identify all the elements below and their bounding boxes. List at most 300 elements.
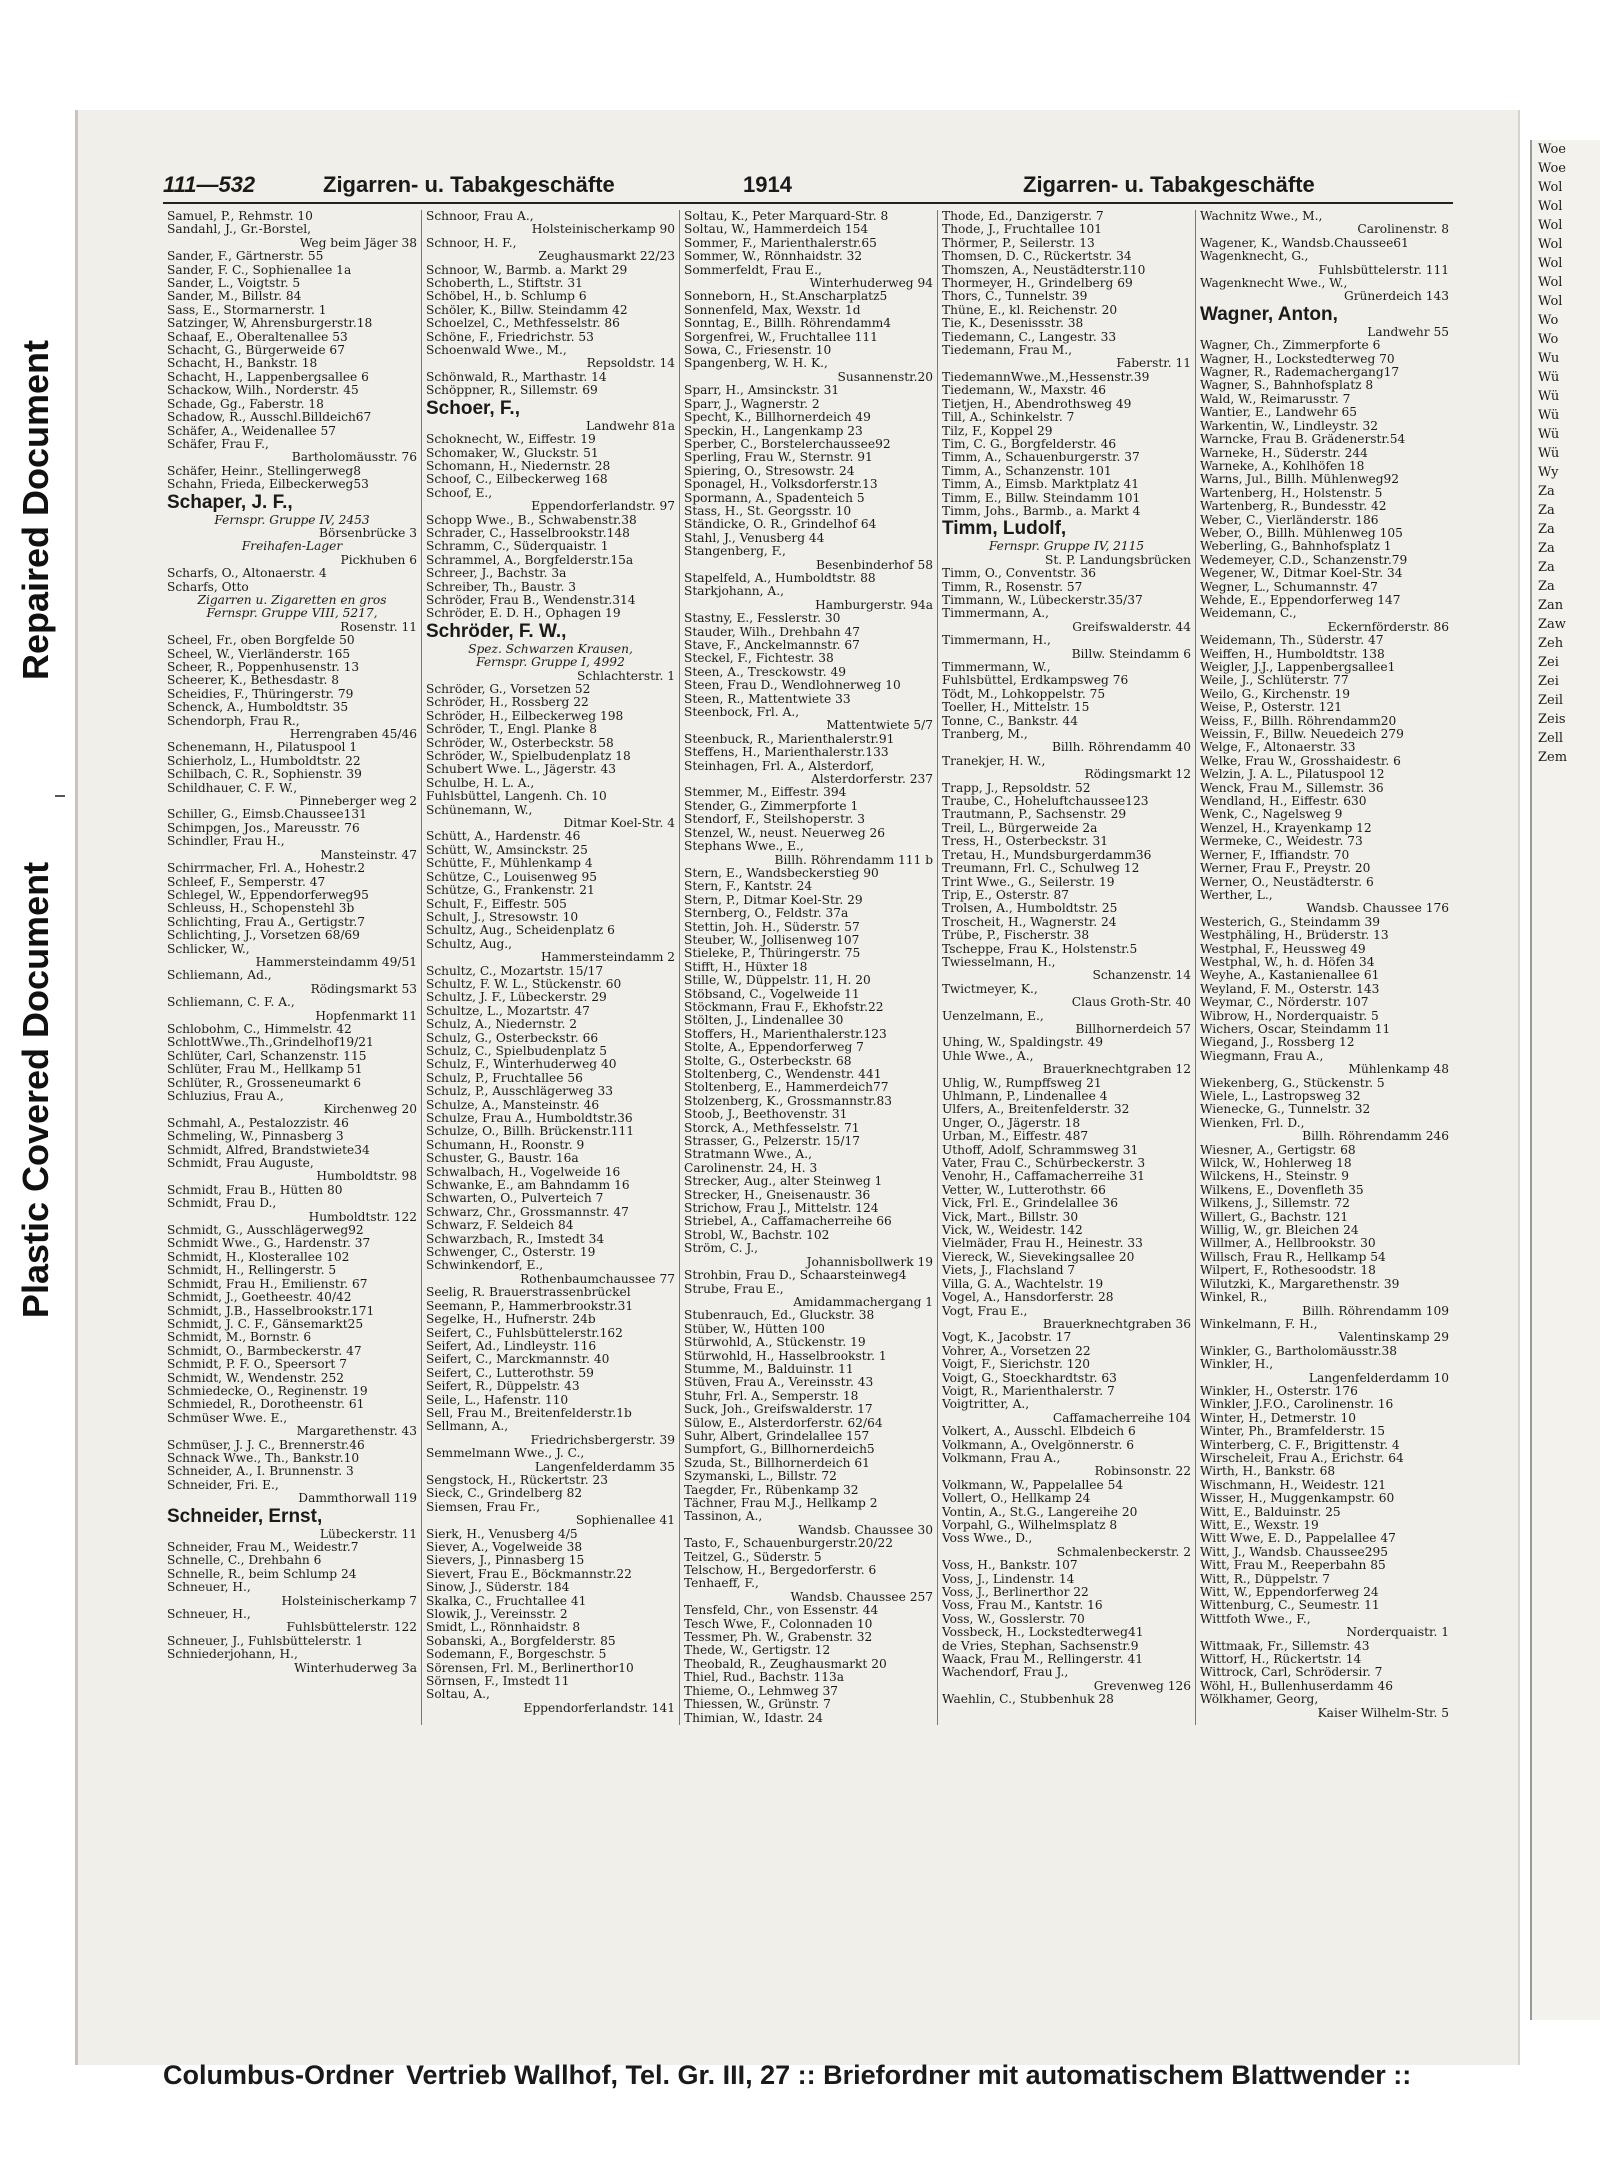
directory-entry: Weyland, F. M., Osterstr. 143 (1200, 982, 1380, 996)
directory-entry: Ulfers, A., Breitenfelderstr. 32 (942, 1103, 1130, 1117)
directory-entry: Langenfelderdamm 35 (534, 1460, 675, 1474)
directory-entry: Spangenberg, W. H. K., (684, 357, 828, 371)
directory-entry: Billw. Steindamm 6 (1071, 647, 1191, 661)
directory-entry: Volkert, A., Ausschl. Elbdeich 6 (942, 1425, 1136, 1439)
directory-entry: Schulz, G., Osterbeckstr. 66 (426, 1031, 599, 1045)
directory-entry: Traube, C., Hoheluftchaussee123 (942, 795, 1149, 809)
directory-entry: Vollert, O., Hellkamp 24 (942, 1492, 1091, 1506)
directory-entry: Weidemann, C., (1200, 607, 1297, 621)
directory-entry: Schoelzel, C., Methfesselstr. 86 (426, 317, 620, 331)
directory-entry: Herrengraben 45/46 (289, 728, 417, 742)
directory-entry: Schrammel, A., Borgfelderstr.15a (426, 553, 634, 567)
directory-entry: Schlüter, Carl, Schanzenstr. 115 (167, 1049, 367, 1063)
next-page-fragment: Zeh (1538, 636, 1564, 651)
directory-entry: Stephans Wwe., E., (684, 840, 804, 854)
directory-entry: Schlicker, W., (167, 942, 250, 956)
directory-entry: Brauerknechtgraben 36 (1042, 1317, 1191, 1331)
directory-entry: Schanzenstr. 14 (1092, 969, 1191, 983)
directory-entry: Tödt, M., Lohkoppelstr. 75 (942, 687, 1106, 701)
directory-entry: Schrader, C., Hasselbrookstr.148 (426, 526, 630, 540)
directory-entry: Timmermann, W., (942, 661, 1051, 674)
directory-entry: Schmidt Wwe., G., Hardenstr. 37 (167, 1237, 371, 1251)
directory-entry: Sörnsen, F., Imstedt 11 (426, 1675, 570, 1689)
directory-entry: Winterhuderweg 94 (809, 277, 933, 291)
directory-entry: Sell, Frau M., Breitenfelderstr.1b (426, 1406, 632, 1420)
directory-entry: Ström, C. J., (684, 1242, 759, 1256)
directory-entry: Weber, O., Billh. Mühlenweg 105 (1200, 526, 1403, 540)
directory-entry: Scheel, W., Vierländerstr. 165 (167, 647, 351, 661)
directory-entry: Urban, M., Eiffestr. 487 (942, 1130, 1089, 1144)
directory-entry: Tessmer, Ph. W., Grabenstr. 32 (684, 1631, 873, 1645)
directory-entry: Zigarren u. Zigaretten en gros (197, 593, 387, 607)
directory-entry: Schröder, F. W., (426, 620, 567, 642)
directory-entry: Sommer, W., Rönnhaidstr. 32 (684, 250, 863, 264)
directory-entry: Seemann, P., Hammerbrookstr.31 (426, 1299, 634, 1313)
next-page-fragment: Woe (1538, 142, 1566, 157)
directory-entry: Seifert, C., Marckmannstr. 40 (426, 1353, 610, 1367)
directory-entry: Stendorf, F., Steilshoperstr. 3 (684, 813, 865, 827)
directory-entry: Schmidt, Frau B., Hütten 80 (167, 1183, 343, 1197)
directory-entry: Vohrer, A., Vorsetzen 22 (942, 1344, 1091, 1358)
directory-entry: Witt, E., Wexstr. 19 (1200, 1519, 1319, 1532)
next-page-fragment: Zeis (1538, 712, 1566, 727)
directory-entry: Schendorph, Frau R., (167, 714, 300, 728)
directory-entry: Schwarz, Chr., Grossmannstr. 47 (426, 1205, 629, 1219)
directory-entry: Timm, Ludolf, (942, 518, 1067, 540)
directory-entry: Witt, R., Düppelstr. 7 (1200, 1572, 1331, 1586)
directory-entry: Margarethenstr. 43 (296, 1425, 417, 1439)
directory-entry: Schulz, F., Winterhuderweg 40 (426, 1058, 617, 1072)
directory-entry: Volkmann, W., Pappelallee 54 (942, 1478, 1124, 1492)
directory-entry: Tächner, Frau M.J., Hellkamp 2 (684, 1497, 878, 1510)
directory-entry: Villa, G. A., Wachtelstr. 19 (942, 1277, 1104, 1291)
directory-entry: Ditmar Koel-Str. 4 (563, 817, 675, 831)
directory-entry: Schoer, F., (426, 397, 520, 419)
directory-entry: Willsch, Frau R., Hellkamp 54 (1200, 1250, 1386, 1264)
directory-entry: Wendland, H., Eiffestr. 630 (1200, 795, 1367, 809)
directory-entry: Stifft, H., Hüxter 18 (684, 960, 808, 974)
directory-entry: Steenbuck, R., Marienthalerstr.91 (684, 732, 895, 746)
directory-entry: Amidammachergang 1 (793, 1295, 933, 1309)
directory-entry: Willig, W., gr. Bleichen 24 (1200, 1224, 1359, 1238)
directory-entry: Schulze, A., Mansteinstr. 46 (426, 1098, 600, 1112)
next-page-fragment: Wü (1538, 389, 1560, 404)
directory-entry: Schröder, E. D. H., Ophagen 19 (426, 607, 621, 621)
directory-entry: Schlachterstr. 1 (577, 669, 675, 683)
directory-entry: Seifert, C., Fuhlsbüttelerstr.162 (426, 1326, 623, 1340)
directory-entry: Vater, Frau C., Schürbeckerstr. 3 (942, 1157, 1146, 1171)
directory-entry: Wirth, H., Bankstr. 68 (1200, 1465, 1336, 1479)
page-number: 111—532 (163, 172, 256, 197)
directory-entry: Stern, F., Kantstr. 24 (684, 880, 813, 894)
directory-entry: Strecker, H., Gneisenaustr. 36 (684, 1188, 871, 1202)
directory-entry: Schulz, C., Spielbudenplatz 5 (426, 1044, 608, 1058)
next-page-fragment: Za (1538, 484, 1555, 499)
directory-entry: Schulze, Frau A., Humboldtstr.36 (426, 1112, 633, 1125)
directory-entry: Wisser, H., Muggenkampstr. 60 (1200, 1492, 1395, 1506)
directory-entry: Stöbsand, C., Vogelweide 11 (684, 987, 860, 1001)
directory-entry: Sandahl, J., Gr.-Borstel, (167, 223, 312, 237)
directory-entry: Teitzel, G., Süderstr. 5 (684, 1550, 822, 1564)
directory-entry: Grünerdeich 143 (1343, 290, 1449, 304)
directory-entry: Viets, J., Flachsland 7 (942, 1264, 1076, 1278)
directory-entry: Stoltenberg, E., Hammerdeich77 (684, 1081, 889, 1095)
directory-entry: Skalka, C., Fruchtallee 41 (426, 1594, 587, 1608)
directory-entry: Witt, J., Wandsb. Chaussee295 (1200, 1545, 1388, 1559)
directory-entry: Voss Wwe., D., (942, 1532, 1033, 1546)
directory-entry: Timmann, W., Lübeckerstr.35/37 (942, 593, 1143, 607)
directory-entry: Winterberg, C. F., Brigittenstr. 4 (1200, 1438, 1400, 1452)
next-page-fragment: Wo (1538, 332, 1559, 347)
directory-entry: Strecker, Aug., alter Steinweg 1 (684, 1175, 883, 1189)
directory-entry: Trolsen, A., Humboldtstr. 25 (942, 902, 1118, 916)
directory-entry: Schröder, W., Spielbudenplatz 18 (426, 750, 631, 764)
directory-entry: Vielmäder, Frau H., Heinestr. 33 (942, 1237, 1143, 1251)
directory-entry: Eppendorferlandstr. 141 (523, 1701, 675, 1715)
directory-entry: Wiegmann, Frau A., (1200, 1049, 1324, 1063)
directory-entry: Wandsb. Chaussee 176 (1306, 902, 1449, 916)
directory-entry: Scharfs, O., Altonaerstr. 4 (167, 567, 327, 581)
directory-entry: Vick, W., Weidestr. 142 (942, 1224, 1083, 1238)
directory-entry: Alsterdorferstr. 237 (810, 773, 933, 787)
directory-entry: Dammthorwall 119 (298, 1492, 417, 1506)
directory-entry: Holsteinischerkamp 7 (281, 1594, 417, 1608)
directory-entry: Schütt, W., Amsinckstr. 25 (426, 843, 588, 857)
directory-entry: Schlüter, R., Grosseneumarkt 6 (167, 1076, 362, 1090)
next-page-fragment: Wo (1538, 313, 1559, 328)
directory-entry: Stolte, G., Osterbeckstr. 68 (684, 1054, 852, 1068)
directory-entry: Wandsb. Chaussee 257 (790, 1590, 933, 1604)
directory-entry: Sierk, H., Venusberg 4/5 (426, 1527, 578, 1541)
directory-column (937, 210, 1195, 1725)
directory-entry: Tim, C. G., Borgfelderstr. 46 (942, 437, 1117, 451)
directory-entry: Sander, F. C., Sophienallee 1a (167, 263, 352, 277)
directory-entry: Volkmann, Frau A., (942, 1451, 1061, 1465)
directory-entry: Sperling, Frau W., Sternstr. 91 (684, 451, 873, 465)
directory-entry: Wermeke, C., Weidestr. 73 (1200, 835, 1363, 849)
directory-entry: Sowa, C., Friesenstr. 10 (684, 344, 832, 358)
directory-entry: Schopp Wwe., B., Schwabenstr.38 (426, 513, 637, 527)
next-page-fragment: Zaw (1538, 617, 1566, 632)
directory-entry: Trip, E., Osterstr. 87 (942, 888, 1069, 902)
directory-entry: Volkmann, A., Övelgönnerstr. 6 (942, 1438, 1134, 1452)
directory-entry: Schaaf, E., Oberaltenallee 53 (167, 330, 348, 344)
directory-entry: Seifert, R., Düppelstr. 43 (426, 1380, 580, 1394)
directory-entry: Tranekjer, H. W., (942, 754, 1046, 768)
directory-column (679, 210, 937, 1725)
directory-entry: Wittenburg, C., Seumestr. 11 (1200, 1599, 1380, 1613)
directory-entry: Stauder, Wilh., Drehbahn 47 (684, 625, 860, 639)
directory-entry: Johannisbollwerk 19 (806, 1255, 933, 1269)
header-year: 1914 (743, 172, 792, 197)
directory-entry: Wilckens, H., Steinstr. 9 (1200, 1170, 1349, 1184)
directory-entry: Humboldtstr. 122 (308, 1210, 417, 1224)
directory-entry: Strohbin, Frau D., Schaarsteinweg4 (684, 1269, 907, 1283)
directory-entry: Wilpert, F., Rothesoodstr. 18 (1200, 1264, 1376, 1278)
directory-entry: Spormann, A., Spadenteich 5 (684, 491, 865, 505)
directory-entry: Schröder, H., Rossberg 22 (426, 696, 589, 710)
directory-entry: Sorgenfrei, W., Fruchtallee 111 (684, 330, 878, 344)
directory-entry: Sparr, J., Wagnerstr. 2 (684, 397, 820, 411)
next-page-fragment: Wol (1538, 218, 1563, 233)
directory-entry: Wilkens, E., Dovenfleth 35 (1200, 1183, 1364, 1197)
repaired-document-tag: Repaired Document (15, 339, 57, 681)
page-header (163, 168, 1453, 198)
directory-entry: Stern, E., Wandsbeckerstieg 90 (684, 866, 879, 880)
directory-entry: Schenemann, H., Pilatuspool 1 (167, 741, 358, 755)
directory-entry: Weberling, G., Bahnhofsplatz 1 (1200, 540, 1392, 554)
directory-entry: Uhlmann, P., Lindenallee 4 (942, 1090, 1108, 1103)
directory-entry: Wittorf, H., Rückertstr. 14 (1200, 1653, 1362, 1667)
directory-entry: Winterhuderweg 3a (294, 1661, 417, 1675)
directory-entry: Stolzenberg, K., Grossmannstr.83 (684, 1094, 893, 1108)
directory-entry: Wagenknecht Wwe., W., (1200, 277, 1348, 291)
directory-entry: Wölkhamer, Georg, (1200, 1693, 1319, 1707)
directory-entry: Siever, A., Vogelweide 38 (426, 1541, 583, 1554)
directory-entry: Thimian, W., Idastr. 24 (684, 1711, 823, 1725)
directory-entry: Thormeyer, H., Grindelberg 69 (942, 277, 1133, 291)
directory-entry: Sperber, C., Borstelerchaussee92 (684, 437, 891, 451)
directory-entry: Eckernförderstr. 86 (1327, 620, 1449, 634)
directory-entry: Thörmer, P., Seilerstr. 13 (942, 236, 1095, 250)
directory-entry: Fernspr. Gruppe IV, 2115 (988, 540, 1145, 554)
next-page-fragment: Za (1538, 503, 1555, 518)
directory-entry: Schmidt, M., Bornstr. 6 (167, 1331, 312, 1345)
directory-entry: Schade, Gg., Faberstr. 18 (167, 397, 324, 411)
directory-entry: Stastny, E., Fesslerstr. 30 (684, 612, 841, 626)
directory-entry: Sonnenfeld, Max, Wexstr. 1d (684, 303, 861, 317)
directory-entry: Mühlenkamp 48 (1348, 1063, 1449, 1077)
directory-entry: Schnoor, W., Barmb. a. Markt 29 (426, 263, 628, 277)
directory-entry: Wittmaak, Fr., Sillemstr. 43 (1200, 1639, 1370, 1653)
directory-entry: Hammersteindamm 2 (541, 951, 675, 965)
directory-entry: Vogt, K., Jacobstr. 17 (942, 1331, 1072, 1345)
directory-entry: Sodemann, F., Borgeschstr. 5 (426, 1648, 607, 1662)
directory-entry: Vick, Mart., Billstr. 30 (942, 1210, 1079, 1224)
directory-entry: Sieck, C., Grindelberg 82 (426, 1487, 583, 1501)
directory-entry: Caffamacherreihe 104 (1052, 1411, 1191, 1425)
directory-entry: Stuhr, Frl. A., Semperstr. 18 (684, 1389, 859, 1403)
directory-entry: Vick, Frl. E., Grindelallee 36 (942, 1197, 1118, 1211)
directory-entry: Voss, H., Bankstr. 107 (942, 1559, 1078, 1573)
directory-entry: Schmiedel, R., Dorotheenstr. 61 (167, 1398, 365, 1412)
directory-entry: Werther, L., (1200, 888, 1273, 902)
directory-entry: Schröder, W., Osterbeckstr. 58 (426, 736, 614, 750)
directory-entry: Wiesner, A., Gertigstr. 68 (1200, 1143, 1356, 1157)
directory-entry: Besenbinderhof 58 (816, 558, 933, 572)
directory-entry: Stapelfeld, A., Humboldtstr. 88 (684, 571, 876, 585)
side-label-strip (0, 230, 72, 1380)
directory-entry: Thüne, E., kl. Reichenstr. 20 (942, 303, 1118, 317)
directory-entry: Schmidt, Frau H., Emilienstr. 67 (167, 1277, 368, 1291)
directory-entry: Schulz, P., Ausschlägerweg 33 (426, 1085, 613, 1099)
directory-entry: Billh. Röhrendamm 111 b (774, 853, 933, 867)
directory-entry: Schütze, G., Frankenstr. 21 (426, 884, 595, 898)
directory-entry: Stoltenberg, C., Wendenstr. 441 (684, 1068, 882, 1081)
directory-entry: Mansteinstr. 47 (320, 848, 417, 862)
directory-entry: Uenzelmann, E., (942, 1009, 1044, 1023)
next-page-fragment: Wu (1538, 351, 1560, 366)
next-page-fragment: Wol (1538, 294, 1563, 309)
directory-entry: Sörensen, Frl. M., Berlinerthor10 (426, 1661, 634, 1675)
directory-entry: Weymar, C., Nörderstr. 107 (1200, 996, 1369, 1010)
directory-entry: Timm, E., Billw. Steindamm 101 (942, 491, 1141, 505)
directory-entry: Trapp, J., Repsoldstr. 52 (942, 781, 1091, 795)
directory-entry: Storck, A., Methfesselstr. 71 (684, 1121, 860, 1135)
next-page-fragment: Wol (1538, 199, 1563, 214)
directory-page (75, 110, 1518, 2090)
directory-entry: Tilz, F., Koppel 29 (942, 424, 1053, 438)
directory-entry: Schultze, L., Mozartstr. 47 (426, 1004, 590, 1018)
directory-entry: Soltau, K., Peter Marquard-Str. 8 (684, 210, 889, 223)
directory-entry: Stoob, J., Beethovenstr. 31 (684, 1108, 848, 1122)
directory-entry: Schäfer, Heinr., Stellingerweg8 (167, 464, 361, 478)
directory-entry: Werner, F., Iffiandstr. 70 (1200, 848, 1350, 862)
directory-entry: Fernspr. Gruppe VIII, 5217, (206, 607, 378, 621)
directory-entry: Wenzel, H., Krayenkamp 12 (1200, 821, 1372, 835)
directory-entry: Schleuss, H., Schopenstehl 3b (167, 902, 355, 916)
directory-entry: Timm, A., Schanzenstr. 101 (942, 464, 1112, 478)
next-page-fragment: Za (1538, 522, 1555, 537)
directory-entry: Schmidt, O., Barmbeckerstr. 47 (167, 1344, 362, 1358)
directory-entry: Tscheppe, Frau K., Holstenstr.5 (942, 942, 1138, 956)
directory-entry: Trint Wwe., G., Seilerstr. 19 (942, 875, 1115, 889)
directory-entry: Schwinkendorf, E., (426, 1259, 544, 1273)
directory-entry: Stüven, Frau A., Vereinsstr. 43 (684, 1376, 874, 1390)
directory-entry: Schirrmacher, Frl. A., Hohestr.2 (167, 862, 366, 876)
directory-entry: Westerich, G., Steindamm 39 (1200, 915, 1380, 929)
directory-entry: Vetter, W., Lutterothstr. 66 (942, 1183, 1106, 1197)
directory-entry: Taegder, Fr., Rübenkamp 32 (684, 1483, 859, 1497)
directory-column (421, 210, 679, 1725)
directory-entry: Trautmann, P., Sachsenstr. 29 (942, 808, 1127, 822)
directory-entry: Billh. Röhrendamm 246 (1302, 1130, 1449, 1144)
directory-entry: Robinsonstr. 22 (1094, 1465, 1191, 1479)
directory-entry: Wichers, Oscar, Steindamm 11 (1200, 1022, 1391, 1036)
directory-entry: Schwalbach, H., Vogelweide 16 (426, 1165, 621, 1179)
directory-entry: Sobanski, A., Borgfelderstr. 85 (426, 1634, 616, 1648)
directory-entry: Schlichting, J., Vorsetzen 68/69 (167, 929, 360, 943)
next-page-fragment: Wol (1538, 256, 1563, 271)
next-page-fragment: Zell (1538, 731, 1564, 746)
directory-entry: Wehde, E., Eppendorferweg 147 (1200, 593, 1401, 607)
directory-entry: Scheerer, K., Bethesdastr. 8 (167, 674, 340, 688)
directory-entry: Venohr, H., Caffamacherreihe 31 (942, 1170, 1145, 1184)
footer-brand: Columbus-Ordner (163, 2060, 395, 2090)
directory-entry: Tassinon, A., (684, 1510, 763, 1524)
directory-entry: Voss, J., Lindenstr. 14 (942, 1572, 1075, 1586)
next-page-fragment: Zei (1538, 674, 1559, 689)
directory-entry: Seile, L., Hafenstr. 110 (426, 1393, 569, 1407)
directory-entry: Voss, Frau M., Kantstr. 16 (942, 1599, 1103, 1613)
directory-entry: Weigler, J.J., Lappenbergsallee1 (1200, 661, 1396, 674)
directory-entry: Schramm, C., Süderquaistr. 1 (426, 540, 609, 554)
directory-entry: Pinneberger weg 2 (299, 795, 417, 809)
directory-entry: Schwarzbach, R., Imstedt 34 (426, 1232, 605, 1246)
directory-entry: Sparr, H., Amsinckstr. 31 (684, 384, 840, 398)
directory-entry: Unger, O., Jägerstr. 18 (942, 1116, 1081, 1130)
directory-entry: Stubenrauch, Ed., Gluckstr. 38 (684, 1309, 875, 1323)
directory-entry: Westphal, F., Heussweg 49 (1200, 942, 1366, 956)
next-page-fragment: Wy (1538, 465, 1559, 480)
directory-entry: Sellmann, A., (426, 1420, 509, 1434)
directory-entry: Winkler, H., Osterstr. 176 (1200, 1384, 1358, 1398)
directory-entry: Tranberg, M., (942, 728, 1028, 742)
directory-entry: Scheel, Fr., oben Borgfelde 50 (167, 634, 355, 648)
directory-entry: Timm, R., Rosenstr. 57 (942, 580, 1083, 594)
directory-entry: Stratmann Wwe., A., (684, 1148, 812, 1162)
directory-entry: Wibrow, H., Norderquaistr. 5 (1200, 1009, 1379, 1023)
directory-entry: Wienecke, G., Tunnelstr. 32 (1200, 1103, 1371, 1117)
directory-entry: Schlobohm, C., Himmelstr. 42 (167, 1022, 352, 1036)
directory-entry: Schmidt, Frau D., (167, 1197, 277, 1211)
directory-entry: Schneider, Ernst, (167, 1505, 323, 1527)
directory-column (1195, 210, 1453, 1725)
directory-entry: Thode, J., Fruchtallee 101 (942, 223, 1102, 237)
directory-entry: Schmidt, H., Klosterallee 102 (167, 1250, 350, 1264)
directory-entry: Sponagel, H., Volksdorferstr.13 (684, 478, 878, 492)
directory-entry: Schultz, F. W. L., Stückenstr. 60 (426, 977, 622, 991)
directory-entry: Fuhlsbüttelerstr. 122 (286, 1621, 417, 1635)
directory-entry: Ständicke, O. R., Grindelhof 64 (684, 518, 877, 532)
directory-entry: Weissin, F., Billw. Neuedeich 279 (1200, 728, 1404, 742)
directory-entry: Tietjen, H., Abendrothsweg 49 (942, 397, 1132, 411)
header-left-title: Zigarren- u. Tabakgeschäfte (323, 172, 615, 197)
directory-entry: Warncke, Frau B. Grädenerstr.54 (1200, 433, 1406, 447)
directory-entry: Rödingsmarkt 53 (310, 982, 417, 996)
directory-entry: Wagener, K., Wandsb.Chaussee61 (1200, 236, 1409, 250)
directory-entry: Stieleke, P., Thüringerstr. 75 (684, 947, 861, 961)
directory-entry: Hammersteindamm 49/51 (255, 955, 417, 969)
directory-entry: Schäfer, A., Weidenallee 57 (167, 424, 337, 438)
next-page-fragment: Wü (1538, 370, 1560, 385)
directory-entry: Schuster, G., Baustr. 16a (426, 1152, 579, 1166)
directory-entry: Wienken, Frl. D., (1200, 1116, 1305, 1130)
directory-entry: Friedrichsbergerstr. 39 (530, 1433, 675, 1447)
directory-entry: Schult, F., Eiffestr. 505 (426, 897, 567, 911)
directory-entry: Scharfs, Otto (167, 580, 249, 594)
directory-entry: Schlegel, W., Eppendorferweg95 (167, 888, 369, 902)
directory-entry: Sternberg, O., Feldstr. 37a (684, 907, 849, 921)
directory-entry: Westphäling, H., Brüderstr. 13 (1200, 929, 1389, 943)
directory-entry: Thomszen, A., Neustädterstr.110 (942, 263, 1146, 277)
directory-entry: Werner, O., Neustädterstr. 6 (1200, 875, 1374, 889)
directory-entry: Samuel, P., Rehmstr. 10 (167, 210, 313, 223)
directory-entry: Sander, L., Voigtstr. 5 (167, 277, 301, 291)
directory-entry: Börsenbrücke 3 (319, 526, 417, 540)
directory-entry: Welke, Frau W., Grosshaidestr. 6 (1200, 754, 1401, 768)
directory-entry: Stürwohld, H., Hasselbrookstr. 1 (684, 1349, 887, 1363)
directory-entry: Soltau, A., (426, 1688, 490, 1702)
directory-entry: Schoenwald Wwe., M., (426, 344, 567, 358)
directory-entry: Timm, A., Eimsb. Marktplatz 41 (942, 478, 1139, 492)
directory-entry: Waehlin, C., Stubbenhuk 28 (942, 1693, 1114, 1707)
directory-entry: Westphal, W., h. d. Höfen 34 (1200, 955, 1375, 969)
directory-entry: Winter, H., Detmerstr. 10 (1200, 1411, 1357, 1425)
directory-entry: Schoof, E., (426, 486, 493, 500)
next-page-fragment: Wol (1538, 237, 1563, 252)
directory-entry: Wachendorf, Frau J., (942, 1666, 1069, 1680)
directory-entry: Schnoor, Frau A., (426, 210, 534, 223)
directory-entry: Schmidt, P. F. O., Speersort 7 (167, 1358, 347, 1372)
directory-entry: Troscheit, H., Wagnerstr. 24 (942, 915, 1117, 929)
directory-entry: Waack, Frau M., Rellingerstr. 41 (942, 1653, 1143, 1667)
directory-entry: Schackow, Wilh., Norderstr. 45 (167, 384, 359, 398)
directory-entry: Werner, Frau F., Preystr. 20 (1200, 862, 1371, 876)
directory-entry: Schlichting, Frau A., Gertigstr.7 (167, 915, 366, 929)
directory-entry: Rothenbaumchaussee 77 (520, 1272, 675, 1286)
next-page-fragment: Wü (1538, 408, 1560, 423)
